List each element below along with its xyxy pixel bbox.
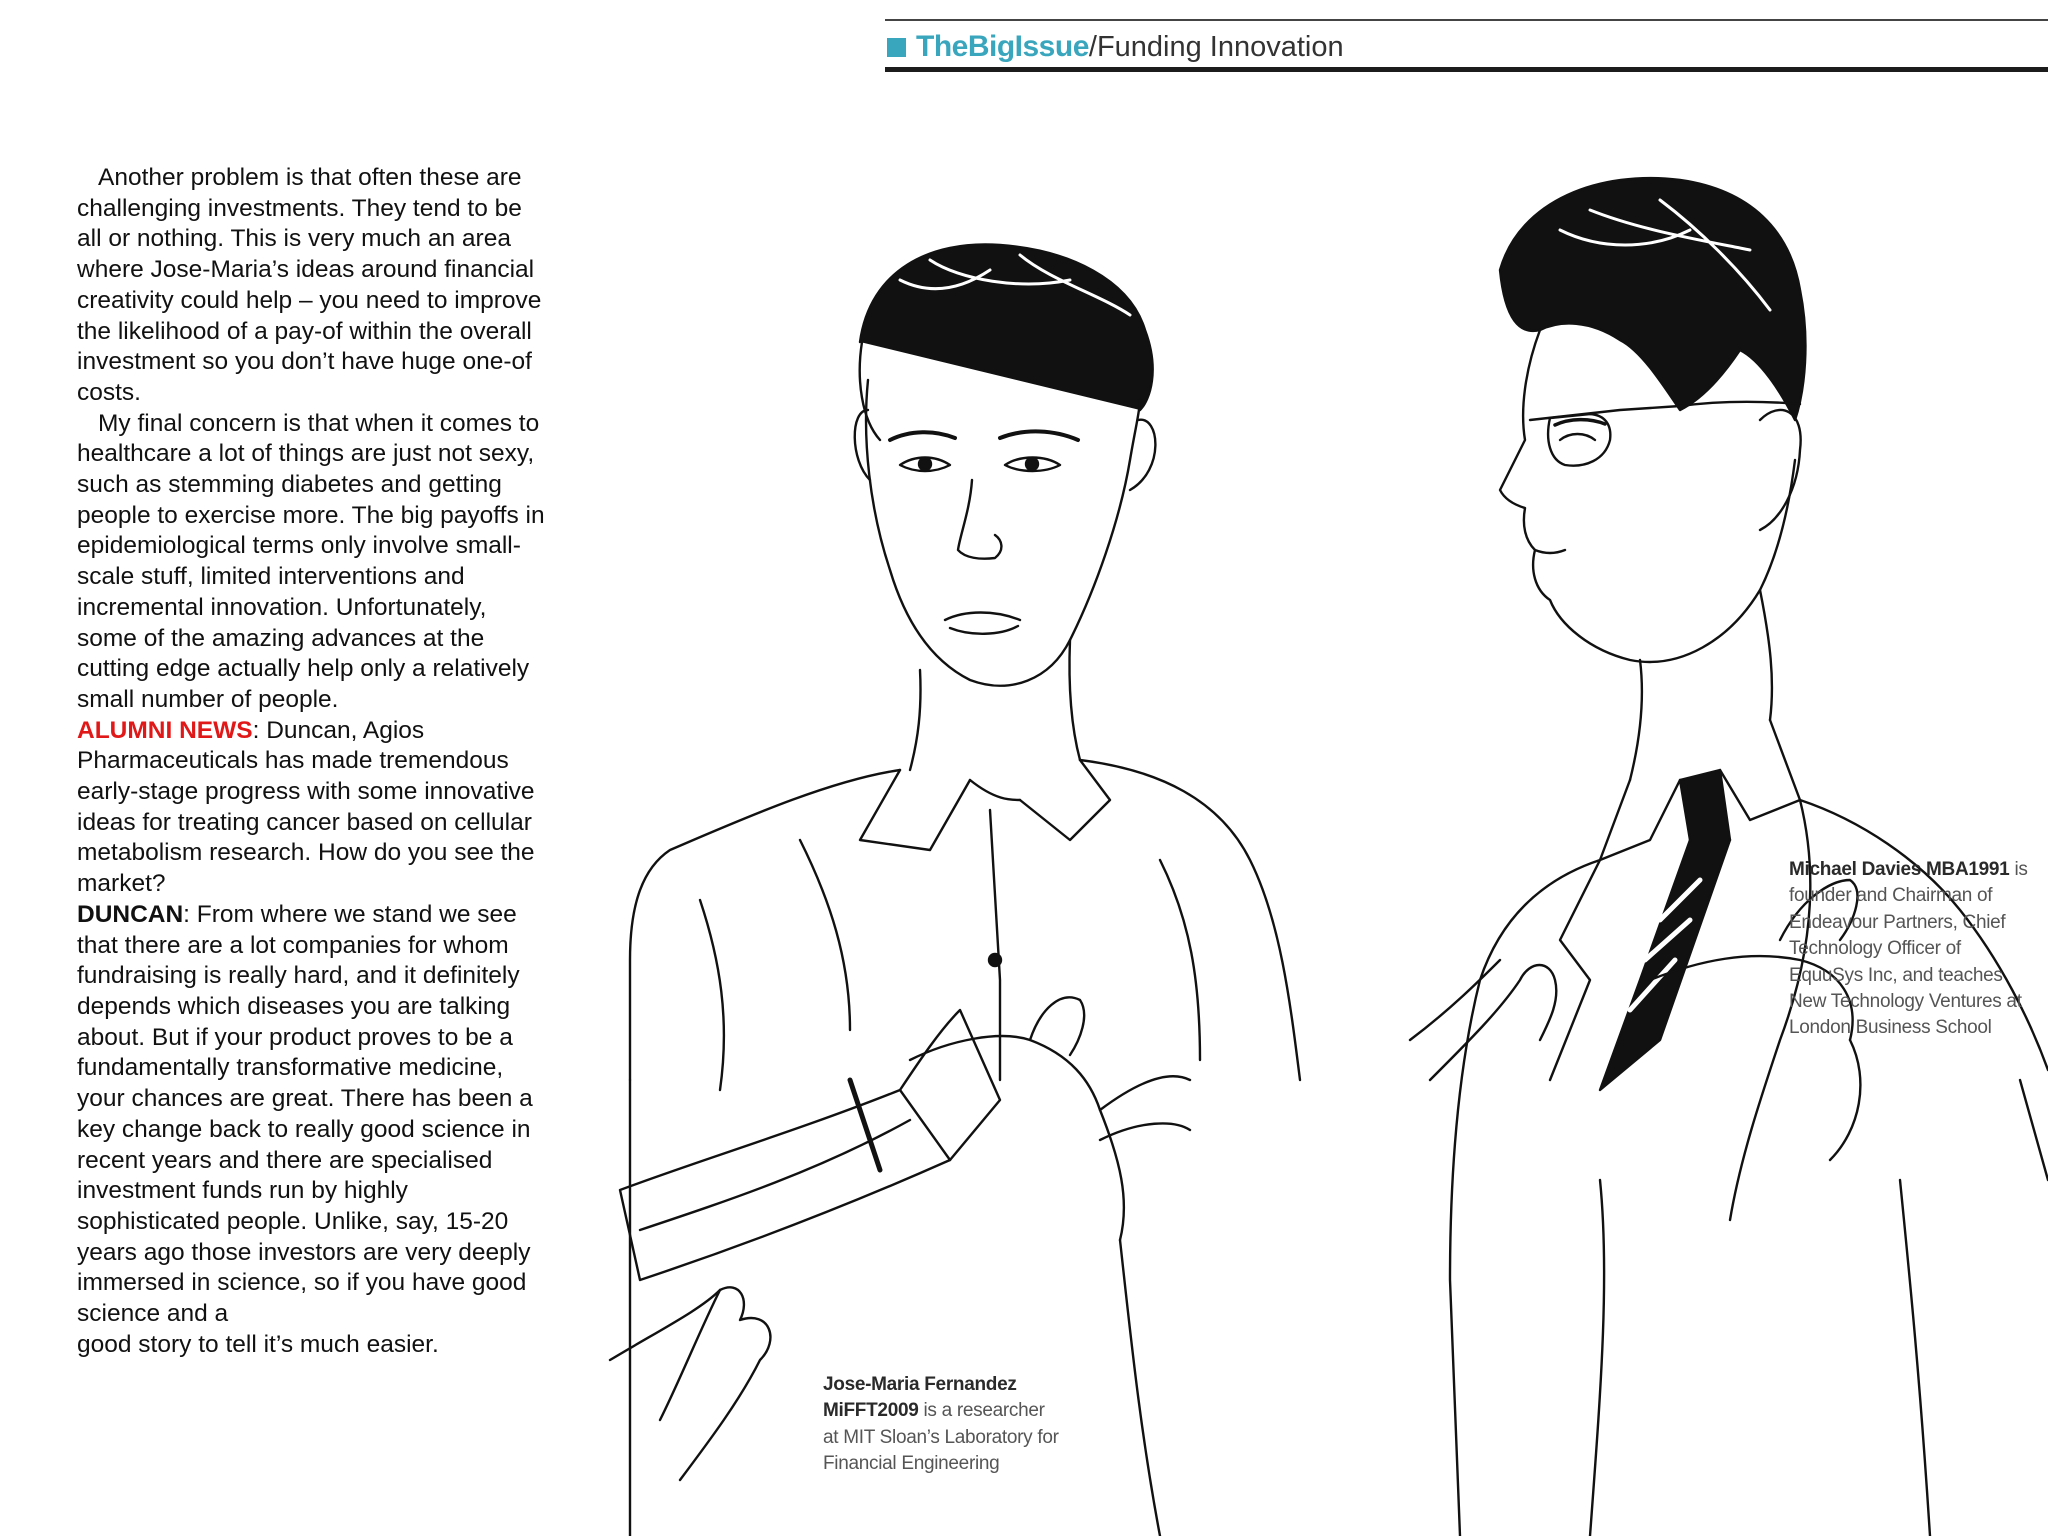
caption-michael-davies	[1789, 857, 2039, 1042]
paragraph-healthcare: My final concern is that when it comes to healthcare a lot of things are just not sexy, such as stemming diabetes and getting people to exercise more. The big payoffs in epidemiological terms only involve small-scale stuff, limited interventions and incremental innovation. Unfortunately, some of the amazing advances at the cutting edge actually help only a relatively small number of people.	[77, 409, 545, 713]
duncan-label: DUNCAN	[77, 900, 184, 928]
illustration	[600, 80, 2048, 1536]
caption-jose-name: Jose-Maria Fernandez MiFFT2009	[823, 1374, 1017, 1422]
header-top-rule	[885, 19, 2048, 21]
left-man-figure	[610, 244, 1300, 1536]
paragraph-investments: Another problem is that often these are challenging investments. They tend to be all or nothing. This is very much an area where Jose-Maria’s ideas around financial creativity could help – you need to improve the likelihood of a pay-of within the overall investment so you don’t have huge one-of costs.	[77, 164, 542, 406]
paragraph-duncan-answer: DUNCAN: From where we stand we see that there are a lot companies for whom fundraising is really hard, and it definitely depends which diseases you are talking about. But if your product proves to be a fundamentally transformative medicine, your chances are great. There has been a key change back to really good science in recent years and there are specialised investment funds run by highly sophisticated people. Unlike, say, 15-20 years ago those investors are very deeply immersed in science, so if you have good science and a	[77, 900, 533, 1328]
caption-jose-maria-fernandez	[823, 1372, 1063, 1478]
brand-square-icon	[887, 38, 906, 57]
caption-michael-bio: is founder and Chairman of Endeavour Partners, Chief Technology Officer of EquuSys Inc, and teaches New Technology Ventures at London Business School	[1789, 859, 2028, 1039]
section-title: Funding Innovation	[1096, 30, 1344, 63]
paragraph-alumni-question: ALUMNI NEWS: Duncan, Agios Pharmaceuticals has made tremendous early-stage progress with some innovative ideas for treating cancer based on cellular metabolism research. How do you see the market?	[77, 716, 535, 898]
alumni-news-label: ALUMNI NEWS	[77, 716, 253, 744]
brand-name: TheBigIssue	[916, 30, 1089, 63]
caption-michael-name: Michael Davies MBA1991	[1789, 859, 2010, 880]
paragraph-last-line: good story to tell it’s much easier.	[77, 1330, 439, 1358]
header-separator: /	[1088, 30, 1097, 63]
two-men-drawing	[600, 80, 2048, 1536]
header-bottom-rule	[885, 67, 2048, 72]
article-column	[77, 163, 547, 1360]
caption-jose-bio: is a researcher at MIT Sloan’s Laboratory for Financial Engineering	[823, 1400, 1059, 1475]
section-header	[887, 27, 1344, 67]
